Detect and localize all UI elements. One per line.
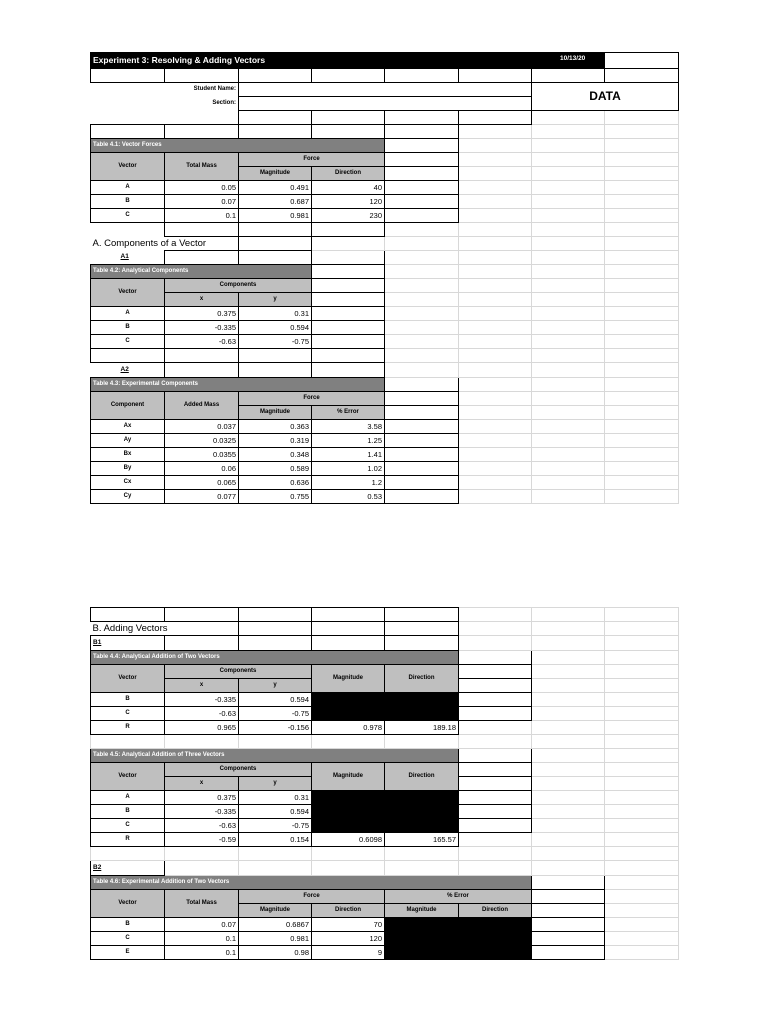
t41-cell: 0.491 — [239, 180, 312, 194]
t41-cell: B — [91, 194, 165, 208]
t44-blank-block — [312, 693, 459, 721]
t43-cell: 0.636 — [239, 476, 312, 490]
t42-cell: 0.375 — [165, 307, 239, 321]
t43-cell: 0.065 — [165, 476, 239, 490]
t45-cell: 0.154 — [239, 833, 312, 847]
t41-cell: 40 — [312, 180, 385, 194]
table-row — [91, 462, 679, 476]
table-row — [91, 791, 679, 805]
table-row — [91, 307, 679, 321]
t45-col-y: y — [239, 777, 312, 791]
t46-col-err-magnitude: Magnitude — [385, 904, 459, 918]
t44-cell: -0.335 — [165, 693, 239, 707]
section-label: Section: — [212, 99, 236, 106]
t45-cell: -0.59 — [165, 833, 239, 847]
b2-label: B2 — [93, 864, 102, 871]
t43-cell: 1.02 — [312, 462, 385, 476]
table-4-4-title: Table 4.4: Analytical Addition of Two Vectors — [91, 651, 459, 665]
t42-cell: -0.335 — [165, 321, 239, 335]
spreadsheet — [90, 0, 679, 960]
experiment-date: 10/13/20 — [560, 55, 586, 62]
t44-cell: R — [91, 721, 165, 735]
title-end-cell — [605, 52, 679, 68]
t46-cell: B — [91, 918, 165, 932]
t46-error-header: % Error — [385, 890, 532, 904]
a2-label: A2 — [120, 366, 129, 373]
t42-cell: -0.63 — [165, 335, 239, 349]
t46-cell: C — [91, 932, 165, 946]
t46-cell: E — [91, 946, 165, 960]
t42-components-header: Components — [165, 279, 312, 293]
t42-cell: C — [91, 335, 165, 349]
t42-col-vector: Vector — [91, 279, 165, 307]
t43-cell: 0.319 — [239, 434, 312, 448]
t44-cell: 0.965 — [165, 721, 239, 735]
t44-col-magnitude: Magnitude — [312, 665, 385, 693]
t41-cell: 0.05 — [165, 180, 239, 194]
student-name-label: Student Name: — [193, 85, 236, 92]
t44-cell: -0.75 — [239, 707, 312, 721]
t46-cell: 0.1 — [165, 932, 239, 946]
t41-col-direction: Direction — [312, 166, 385, 180]
table-row — [91, 420, 679, 434]
t43-cell: 0.037 — [165, 420, 239, 434]
t45-col-direction: Direction — [385, 763, 459, 791]
t43-cell: 0.363 — [239, 420, 312, 434]
t44-col-direction: Direction — [385, 665, 459, 693]
t43-cell: Cy — [91, 490, 165, 504]
t41-cell: 0.07 — [165, 194, 239, 208]
t43-cell: 0.0355 — [165, 448, 239, 462]
t46-cell: 120 — [312, 932, 385, 946]
t45-cell: B — [91, 805, 165, 819]
t46-cell: 70 — [312, 918, 385, 932]
t41-cell: A — [91, 180, 165, 194]
t43-col-component: Component — [91, 392, 165, 420]
t44-col-vector: Vector — [91, 665, 165, 693]
t46-col-err-direction: Direction — [459, 904, 532, 918]
t41-cell: C — [91, 208, 165, 222]
t43-cell: 1.2 — [312, 476, 385, 490]
t43-cell: 3.58 — [312, 420, 385, 434]
t46-col-magnitude: Magnitude — [239, 904, 312, 918]
t44-components-header: Components — [165, 665, 312, 679]
t44-cell: 0.978 — [312, 721, 385, 735]
t44-cell: -0.156 — [239, 721, 312, 735]
t45-col-vector: Vector — [91, 763, 165, 791]
table-row — [91, 833, 679, 847]
t45-cell: 165.57 — [385, 833, 459, 847]
t45-cell: 0.31 — [239, 791, 312, 805]
t45-cell: -0.75 — [239, 819, 312, 833]
t45-cell: 0.6098 — [312, 833, 385, 847]
t46-force-header: Force — [239, 890, 385, 904]
t45-col-magnitude: Magnitude — [312, 763, 385, 791]
data-label: DATA — [532, 82, 679, 110]
t42-cell: B — [91, 321, 165, 335]
table-row — [91, 448, 679, 462]
table-row — [91, 476, 679, 490]
t43-cell: 0.589 — [239, 462, 312, 476]
t42-cell: A — [91, 307, 165, 321]
t42-col-y: y — [239, 293, 312, 307]
t45-components-header: Components — [165, 763, 312, 777]
table-4-5-title: Table 4.5: Analytical Addition of Three Vectors — [91, 749, 459, 763]
t41-cell: 230 — [312, 208, 385, 222]
experiment-title: Experiment 3: Resolving & Adding Vectors — [91, 52, 605, 68]
t43-cell: 0.06 — [165, 462, 239, 476]
t44-cell: C — [91, 707, 165, 721]
section-a-title: A. Components of a Vector — [92, 237, 207, 249]
t42-cell: -0.75 — [239, 335, 312, 349]
t43-cell: 1.25 — [312, 434, 385, 448]
t41-cell: 0.981 — [239, 208, 312, 222]
t45-col-x: x — [165, 777, 239, 791]
data-sheet — [90, 0, 679, 960]
section-b-title: B. Adding Vectors — [92, 623, 168, 634]
t41-cell: 0.687 — [239, 194, 312, 208]
t46-cell: 0.98 — [239, 946, 312, 960]
table-row — [91, 693, 679, 707]
t46-cell: 0.1 — [165, 946, 239, 960]
table-row — [91, 194, 679, 208]
table-4-1-title: Table 4.1: Vector Forces — [91, 138, 385, 152]
t45-cell: 0.375 — [165, 791, 239, 805]
table-4-6-title: Table 4.6: Experimental Addition of Two Vectors — [91, 876, 532, 890]
t46-col-mass: Total Mass — [165, 890, 239, 918]
t46-cell: 0.6867 — [239, 918, 312, 932]
t43-cell: Ay — [91, 434, 165, 448]
t42-cell: 0.594 — [239, 321, 312, 335]
b1-label: B1 — [93, 639, 102, 646]
section-field[interactable] — [239, 96, 532, 110]
table-row — [91, 321, 679, 335]
t46-cell: 0.981 — [239, 932, 312, 946]
student-name-field[interactable] — [239, 82, 532, 96]
t43-cell: 0.755 — [239, 490, 312, 504]
t44-col-y: y — [239, 679, 312, 693]
table-row — [91, 180, 679, 194]
t45-cell: R — [91, 833, 165, 847]
t41-col-vector: Vector — [91, 152, 165, 180]
t43-cell: 0.348 — [239, 448, 312, 462]
t41-force-header: Force — [239, 152, 385, 166]
t43-cell: Cx — [91, 476, 165, 490]
t43-cell: 0.53 — [312, 490, 385, 504]
t46-col-vector: Vector — [91, 890, 165, 918]
table-row — [91, 918, 679, 932]
t41-cell: 120 — [312, 194, 385, 208]
t45-cell: -0.335 — [165, 805, 239, 819]
t43-col-magnitude: Magnitude — [239, 406, 312, 420]
t45-blank-block — [312, 791, 459, 833]
t43-cell: 0.0325 — [165, 434, 239, 448]
table-row — [91, 434, 679, 448]
t44-col-x: x — [165, 679, 239, 693]
t45-cell: C — [91, 819, 165, 833]
t43-cell: By — [91, 462, 165, 476]
table-4-3-title: Table 4.3: Experimental Components — [91, 378, 385, 392]
t43-col-error: % Error — [312, 406, 385, 420]
t46-cell: 9 — [312, 946, 385, 960]
table-row — [91, 335, 679, 349]
t44-cell: 0.594 — [239, 693, 312, 707]
t44-cell: -0.63 — [165, 707, 239, 721]
table-row — [91, 490, 679, 504]
t43-cell: 1.41 — [312, 448, 385, 462]
t41-cell: 0.1 — [165, 208, 239, 222]
a1-label: A1 — [120, 253, 129, 260]
table-row — [91, 208, 679, 222]
t42-cell: 0.31 — [239, 307, 312, 321]
t44-cell: B — [91, 693, 165, 707]
table-4-2-title: Table 4.2: Analytical Components — [91, 265, 312, 279]
t46-col-direction: Direction — [312, 904, 385, 918]
t41-col-mass: Total Mass — [165, 152, 239, 180]
t41-col-magnitude: Magnitude — [239, 166, 312, 180]
t45-cell: -0.63 — [165, 819, 239, 833]
t46-cell: 0.07 — [165, 918, 239, 932]
t42-col-x: x — [165, 293, 239, 307]
t43-col-added-mass: Added Mass — [165, 392, 239, 420]
t43-cell: Bx — [91, 448, 165, 462]
t44-cell: 189.18 — [385, 721, 459, 735]
table-row — [91, 721, 679, 735]
t43-cell: 0.077 — [165, 490, 239, 504]
t43-cell: Ax — [91, 420, 165, 434]
t45-cell: 0.594 — [239, 805, 312, 819]
t46-blank-block — [385, 918, 532, 960]
t45-cell: A — [91, 791, 165, 805]
t43-force-header: Force — [239, 392, 385, 406]
